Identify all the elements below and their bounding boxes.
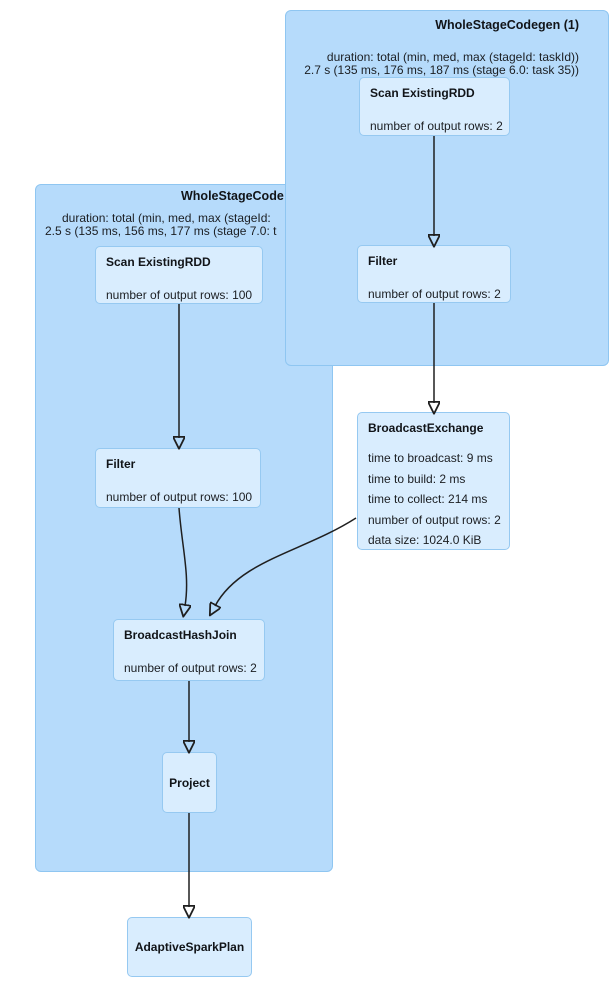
cluster-2-duration-label: duration: total (min, med, max (stageId: bbox=[62, 211, 271, 225]
cluster-1-duration-label: duration: total (min, med, max (stageId: taskId)) bbox=[326, 50, 579, 64]
node-metric: number of output rows: 2 bbox=[124, 661, 257, 675]
node-metric: data size: 1024.0 KiB bbox=[368, 533, 482, 547]
node-title: BroadcastExchange bbox=[368, 421, 484, 435]
node-scan-existingrdd-2[interactable] bbox=[95, 246, 263, 304]
node-metric: number of output rows: 2 bbox=[368, 512, 501, 527]
node-title: Scan ExistingRDD bbox=[370, 86, 475, 100]
node-metric: number of output rows: 2 bbox=[368, 287, 501, 301]
node-project[interactable] bbox=[162, 752, 217, 813]
node-title: Filter bbox=[106, 457, 136, 471]
node-adaptivesparkplan[interactable] bbox=[127, 917, 252, 977]
node-title: AdaptiveSparkPlan bbox=[134, 940, 245, 954]
node-metric: time to build: 2 ms bbox=[368, 471, 466, 486]
node-broadcasthashjoin[interactable] bbox=[113, 619, 265, 681]
node-filter-2[interactable] bbox=[95, 448, 261, 508]
cluster-1-title: WholeStageCodegen (1) bbox=[435, 18, 579, 32]
node-title: Filter bbox=[368, 254, 398, 268]
cluster-2-duration-value: 2.5 s (135 ms, 156 ms, 177 ms (stage 7.0: t bbox=[45, 224, 277, 238]
node-filter-1[interactable] bbox=[357, 245, 511, 303]
node-title: Project bbox=[169, 775, 210, 790]
node-metric: time to broadcast: 9 ms bbox=[368, 451, 493, 465]
node-title: Scan ExistingRDD bbox=[106, 255, 211, 269]
node-metric: number of output rows: 100 bbox=[106, 288, 253, 302]
node-title: BroadcastHashJoin bbox=[124, 628, 237, 642]
cluster-wholestagecodegen-1 bbox=[285, 10, 609, 366]
node-metric-list bbox=[368, 448, 499, 551]
node-metric: time to collect: 214 ms bbox=[368, 492, 488, 506]
node-broadcastexchange[interactable] bbox=[357, 412, 510, 550]
node-metric: number of output rows: 100 bbox=[106, 490, 253, 504]
node-metric: number of output rows: 2 bbox=[370, 119, 503, 133]
node-scan-existingrdd-1[interactable] bbox=[359, 77, 510, 136]
cluster-2-title: WholeStageCode bbox=[181, 189, 284, 203]
cluster-1-duration bbox=[304, 51, 579, 77]
cluster-1-duration-value: 2.7 s (135 ms, 176 ms, 187 ms (stage 6.0: task 35)) bbox=[304, 63, 579, 77]
